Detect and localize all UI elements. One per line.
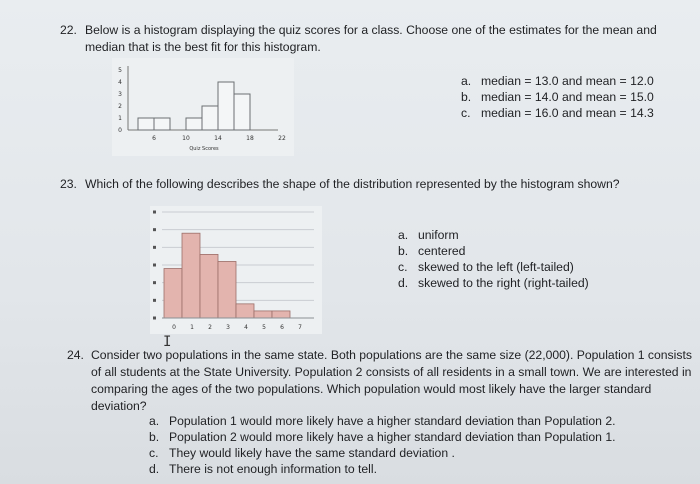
q23-x-tick-label: 3 — [226, 324, 230, 331]
text-cursor-icon: I — [163, 334, 172, 350]
q22-x-tick-label: 10 — [182, 135, 190, 142]
q24-text-line3: comparing the ages of the two populations. Which population would most likely have the larger standard — [91, 382, 652, 396]
q22-x-tick-label: 14 — [214, 135, 222, 142]
q22-x-tick-label: 18 — [246, 135, 254, 142]
q23-x-tick-label: 7 — [298, 324, 302, 331]
q22-text-line1: Below is a histogram displaying the quiz scores for a class. Choose one of the estimates for the mean and — [85, 23, 657, 37]
q22-text — [85, 22, 685, 56]
q23-y-tick-mark — [153, 246, 156, 249]
q22-y-tick-label: 1 — [118, 115, 122, 122]
q24-text-line4: deviation? — [91, 399, 147, 413]
q22-x-axis-label: Quiz Scores — [189, 146, 219, 152]
q23-option-c[interactable] — [398, 259, 589, 275]
q23-x-tick-label: 4 — [244, 324, 248, 331]
q23-option-a-text: uniform — [418, 228, 459, 242]
q23-option-c-letter: c. — [398, 260, 408, 274]
q24-option-c[interactable] — [149, 445, 616, 461]
q23-bar — [254, 311, 272, 318]
q24-option-b-text: Population 2 would more likely have a higher standard deviation than Population 1. — [169, 430, 616, 444]
q23-option-c-text: skewed to the left (left-tailed) — [418, 260, 574, 274]
q23-option-b-text: centered — [418, 244, 466, 258]
q23-bar — [164, 269, 182, 318]
q22-text-line2: median that is the best fit for this histogram. — [85, 40, 321, 54]
q23-option-d[interactable] — [398, 275, 589, 291]
q22-y-tick-label: 2 — [118, 103, 122, 110]
q23-y-tick-mark — [153, 317, 156, 320]
q23-options — [398, 227, 589, 291]
q23-bar — [200, 254, 218, 318]
q22-x-tick-label: 22 — [278, 135, 286, 142]
q23-text: Which of the following describes the shape of the distribution represented by the histogram shown? — [85, 177, 620, 191]
q23-x-tick-label: 2 — [208, 324, 212, 331]
q23-y-tick-mark — [153, 228, 156, 231]
q23-number: 23. — [60, 177, 77, 191]
q23-x-tick-label: 6 — [280, 324, 284, 331]
q24-text-line2: of all students at the State University. Population 2 consists of all residents in a small town. We are interested in — [91, 365, 692, 379]
q22-bar — [202, 106, 218, 130]
q22-bar — [154, 118, 170, 130]
q22-x-tick-label: 6 — [152, 135, 156, 142]
q23-option-b[interactable] — [398, 243, 589, 259]
q22-option-c-letter: c. — [461, 106, 471, 120]
q22-histogram-panel — [112, 58, 294, 156]
q22-bar — [186, 118, 202, 130]
q23-option-d-text: skewed to the right (right-tailed) — [418, 276, 589, 290]
q24-option-b[interactable] — [149, 429, 616, 445]
q23-y-tick-mark — [153, 299, 156, 302]
q22-number: 22. — [60, 23, 77, 37]
q24-options — [149, 413, 616, 477]
q24-option-a-letter: a. — [149, 414, 160, 428]
q24-option-d[interactable] — [149, 461, 616, 477]
q22-y-tick-label: 0 — [118, 127, 122, 134]
q22-y-tick-label: 5 — [118, 67, 122, 74]
q23-bar — [272, 311, 290, 318]
q23-bar — [236, 304, 254, 318]
q23-histogram — [150, 206, 322, 334]
q22-options — [461, 73, 654, 121]
q24-text — [91, 347, 696, 415]
q22-option-a-text: median = 13.0 and mean = 12.0 — [481, 74, 654, 88]
q23-y-tick-mark — [153, 264, 156, 267]
q23-y-tick-mark — [153, 281, 156, 284]
q24-option-a-text: Population 1 would more likely have a higher standard deviation than Population 2. — [169, 414, 616, 428]
q22-option-b[interactable] — [461, 89, 654, 105]
q23-x-tick-label: 1 — [190, 324, 194, 331]
q23-option-b-letter: b. — [398, 244, 409, 258]
q23-option-a[interactable] — [398, 227, 589, 243]
q22-bar — [218, 82, 234, 130]
q22-bar — [138, 118, 154, 130]
q24-option-d-letter: d. — [149, 462, 160, 476]
q22-option-b-letter: b. — [461, 90, 472, 104]
q23-x-tick-label: 5 — [262, 324, 266, 331]
q23-bar — [182, 233, 200, 318]
q22-option-b-text: median = 14.0 and mean = 15.0 — [481, 90, 654, 104]
q24-text-line1: Consider two populations in the same state. Both populations are the same size (22,000). Population 1 consists — [91, 348, 692, 362]
q24-option-d-text: There is not enough information to tell. — [169, 462, 377, 476]
q22-option-a-letter: a. — [461, 74, 472, 88]
q24-option-c-text: They would likely have the same standard deviation . — [169, 446, 455, 460]
q24-option-c-letter: c. — [149, 446, 159, 460]
q23-option-d-letter: d. — [398, 276, 409, 290]
q23-x-tick-label: 0 — [172, 324, 176, 331]
q22-y-tick-label: 3 — [118, 91, 122, 98]
q24-option-a[interactable] — [149, 413, 616, 429]
q22-histogram — [112, 58, 294, 156]
q22-y-tick-label: 4 — [118, 79, 122, 86]
q23-bar — [218, 261, 236, 318]
q22-option-c[interactable] — [461, 105, 654, 121]
q23-y-tick-mark — [153, 211, 156, 214]
q22-option-c-text: median = 16.0 and mean = 14.3 — [481, 106, 654, 120]
q22-bar — [234, 94, 250, 130]
q23-option-a-letter: a. — [398, 228, 409, 242]
q23-histogram-panel — [150, 206, 322, 334]
q24-number: 24. — [67, 348, 84, 362]
q24-option-b-letter: b. — [149, 430, 160, 444]
q22-option-a[interactable] — [461, 73, 654, 89]
